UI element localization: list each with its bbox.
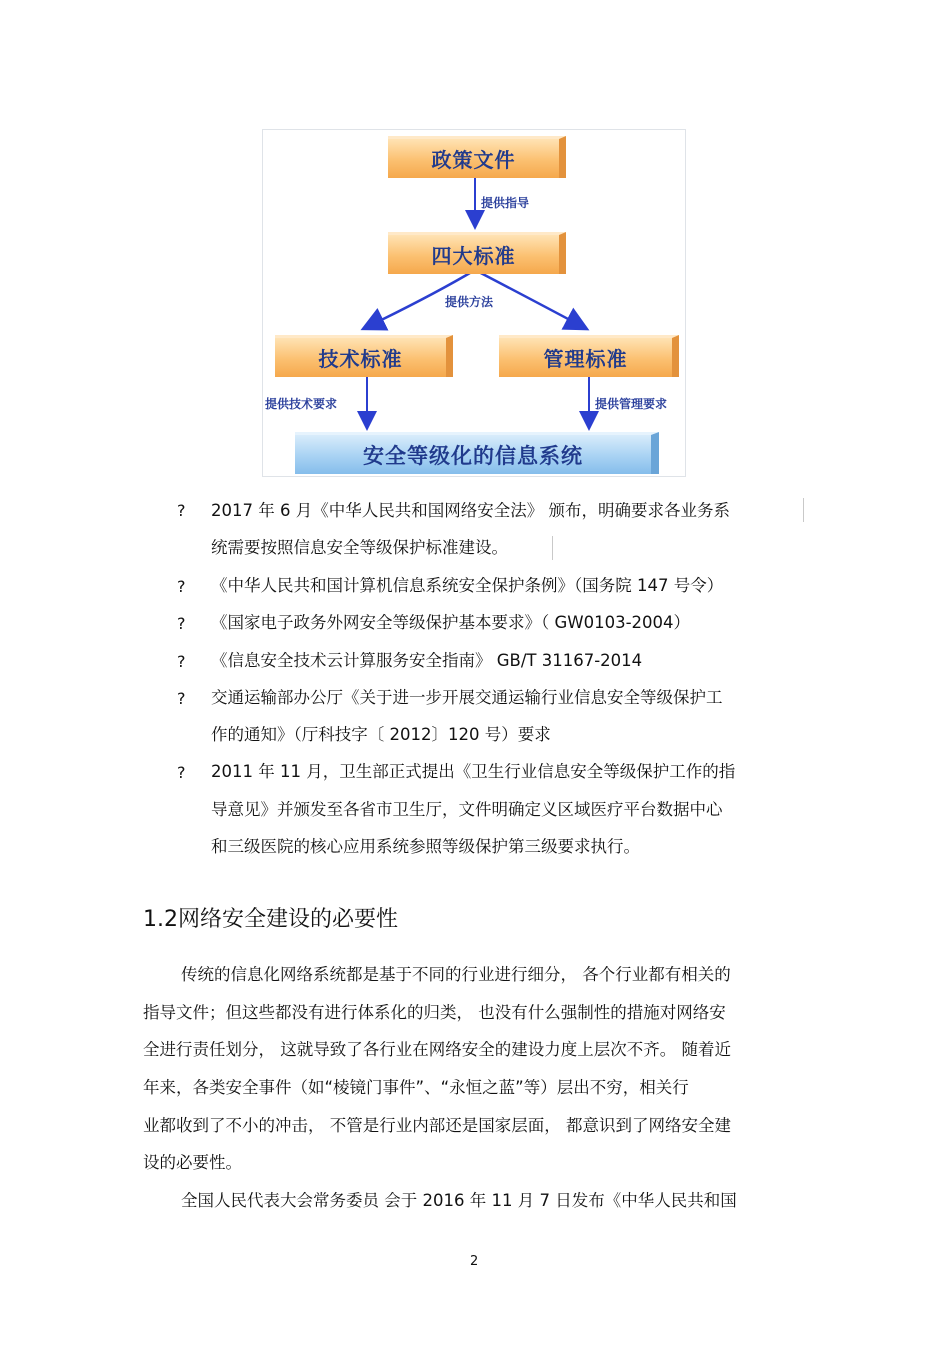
bullet-marker: ? xyxy=(177,501,186,520)
label-tech-requirements: 提供技术要求 xyxy=(265,397,338,411)
bullet-marker: ? xyxy=(177,763,186,782)
paragraph-line-3: 全进行责任划分， 这就导致了各行业在网络安全的建设力度上层次不齐。 随着近 xyxy=(143,1040,731,1059)
standards-diagram xyxy=(262,129,686,477)
paragraph-line-6: 设的必要性。 xyxy=(143,1153,242,1172)
list-item-6-line-1: 2011 年 11 月，卫生部正式提出《卫生行业信息安全等级保护工作的指 xyxy=(211,762,736,781)
list-item-6-line-2: 导意见》并颁发至各省市卫生厅，文件明确定义区域医疗平台数据中心 xyxy=(211,800,723,819)
text-cursor-mark xyxy=(803,498,804,522)
paragraph-line-4: 年来，各类安全事件（如“棱镜门事件”、“永恒之蓝”等）层出不穷，相关行 xyxy=(143,1078,689,1097)
bullet-marker: ? xyxy=(177,652,186,671)
list-item-2: 《中华人民共和国计算机信息系统安全保护条例》（国务院 147 号令） xyxy=(211,576,724,595)
list-item-4: 《信息安全技术云计算服务安全指南》 GB/T 31167-2014 xyxy=(211,651,643,670)
paragraph-line-2: 指导文件；但这些都没有进行体系化的归类， 也没有什么强制性的措施对网络安 xyxy=(143,1003,726,1022)
tech-box-label: 技术标准 xyxy=(318,347,403,371)
bullet-marker: ? xyxy=(177,577,186,596)
system-box-label: 安全等级化的信息系统 xyxy=(363,443,583,468)
four-standards-box-label: 四大标准 xyxy=(431,244,516,268)
label-method: 提供方法 xyxy=(445,295,494,309)
graded-system-box xyxy=(295,432,659,474)
list-item-1-line-2: 统需要按照信息安全等级保护标准建设。 xyxy=(211,538,508,557)
text-cursor-mark xyxy=(552,536,553,560)
list-item-1-line-1: 2017 年 6 月《中华人民共和国网络安全法》 颁布，明确要求各业务系 xyxy=(211,501,730,520)
paragraph-2-line-1: 全国人民代表大会常务委员 会于 2016 年 11 月 7 日发布《中华人民共和国 xyxy=(181,1191,737,1210)
bullet-marker: ? xyxy=(177,614,186,633)
list-item-5-line-1: 交通运输部办公厅《关于进一步开展交通运输行业信息安全等级保护工 xyxy=(211,688,723,707)
paragraph-line-1: 传统的信息化网络系统都是基于不同的行业进行细分， 各个行业都有相关的 xyxy=(181,965,731,984)
list-item-3: 《国家电子政务外网安全等级保护基本要求》（ GW0103-2004） xyxy=(211,613,691,632)
four-standards-box xyxy=(388,232,566,274)
list-item-5-line-2: 作的通知》（厅科技字〔 2012〕120 号）要求 xyxy=(211,725,551,744)
label-guidance: 提供指导 xyxy=(481,196,530,210)
bullet-marker: ? xyxy=(177,689,186,708)
tech-standards-box xyxy=(275,335,453,377)
list-item-6-line-3: 和三级医院的核心应用系统参照等级保护第三级要求执行。 xyxy=(211,837,640,856)
paragraph-line-5: 业都收到了不小的冲击， 不管是行业内部还是国家层面， 都意识到了网络安全建 xyxy=(143,1116,731,1135)
section-heading: 1.2网络安全建设的必要性 xyxy=(143,907,398,932)
page-number: 2 xyxy=(470,1254,479,1269)
mgmt-standards-box xyxy=(499,335,679,377)
policy-box-label: 政策文件 xyxy=(431,148,516,172)
mgmt-box-label: 管理标准 xyxy=(543,347,628,371)
label-mgmt-requirements: 提供管理要求 xyxy=(595,397,668,411)
policy-box xyxy=(388,136,566,178)
